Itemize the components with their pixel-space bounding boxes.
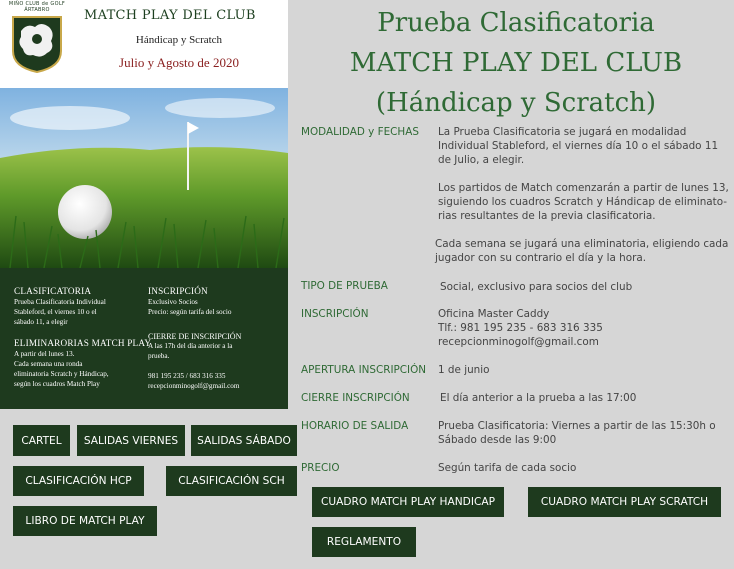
logo-caption: MIÑO CLUB de GOLF ÁRTABRO — [8, 1, 66, 13]
club-crest-icon — [11, 15, 63, 73]
apertura-label: APERTURA INSCRIPCIÓN — [301, 364, 427, 376]
modalidad-text-2: Los partidos de Match comenzarán a partir de lunes 13, siguiendo los cuadros Scratch y Hándicap de eliminato- rias resultantes de la previa clasificatoria. — [438, 182, 729, 222]
tipo-value: Social, exclusivo para socios del club — [440, 281, 633, 293]
cartel-button[interactable]: CARTEL — [13, 425, 70, 456]
cierre-label: CIERRE INSCRIPCIÓN — [301, 392, 410, 404]
horario-value: Prueba Clasificatoria: Viernes a partir de las 15:30h o Sábado desde las 9:00 — [438, 420, 716, 446]
tipo-label: TIPO DE PRUEBA — [301, 280, 388, 292]
modalidad-label: MODALIDAD y FECHAS — [301, 126, 419, 138]
page-title: Prueba Clasificatoria MATCH PLAY DEL CLUB (Hándicap y Scratch) — [349, 8, 683, 118]
libro-match-play-button[interactable]: LIBRO DE MATCH PLAY — [13, 506, 157, 536]
precio-label: PRECIO — [301, 462, 340, 474]
precio-value: Según tarifa de cada socio — [438, 462, 577, 474]
modalidad-text-1: La Prueba Clasificatoria se jugará en modalidad Individual Stableford, el viernes día 10 o el sábado 11 de Julio, a elegir. — [438, 126, 719, 166]
salidas-sabado-button[interactable]: SALIDAS SÁBADO — [191, 425, 297, 456]
clasificacion-sch-button[interactable]: CLASIFICACIÓN SCH — [166, 466, 297, 496]
cierre-value: El día anterior a la prueba a las 17:00 — [440, 392, 637, 404]
reglamento-button[interactable]: REGLAMENTO — [312, 527, 416, 557]
cuadro-scratch-button[interactable]: CUADRO MATCH PLAY SCRATCH — [528, 487, 721, 517]
eliminatorias-heading: ELIMINARORIAS MATCH PLAY — [14, 338, 152, 348]
inscripcion-heading: INSCRIPCIÓN — [148, 286, 208, 296]
golf-ball-photo — [0, 88, 288, 268]
cierre-heading: CIERRE DE INSCRIPCIÓN — [148, 332, 242, 341]
modalidad-text-3: Cada semana se jugará una eliminatoria, eligiendo cada jugador con su contrario el día y la hora. — [435, 238, 729, 264]
salidas-viernes-button[interactable]: SALIDAS VIERNES — [77, 425, 185, 456]
inscripcion-value: Oficina Master Caddy Tlf.: 981 195 235 - 683 316 335 recepcionminogolf@gmail.com — [438, 308, 603, 348]
event-poster — [0, 0, 288, 409]
horario-label: HORARIO DE SALIDA — [301, 420, 409, 432]
poster-email: recepcionminogolf@gmail.com — [148, 382, 240, 390]
poster-phones: 981 195 235 / 683 316 335 — [148, 372, 226, 380]
cuadro-handicap-button[interactable]: CUADRO MATCH PLAY HANDICAP — [312, 487, 504, 517]
poster-title: MATCH PLAY DEL CLUB — [84, 8, 256, 23]
clasificatoria-heading: CLASIFICATORIA — [14, 286, 92, 296]
poster-info-panel: CLASIFICATORIA Prueba Clasificatoria Individual Stableford, el viernes 10 o el sábado 11, a elegir ELIMINARORIAS MATCH PLAY A partir del lunes 13. Cada semana una ronda eliminatoria Scratch y Hándicap, según los cuadros Match Play INSCRIPCIÓN Exclusivo Socios Precio: según tarifa del socio CIERRE DE INSCRIPCIÓN A las 17h del día anterior a la prueba. 981 195 235 / 683 316 335 recepcionminogolf@gmail.com — [0, 268, 288, 409]
clasificacion-hcp-button[interactable]: CLASIFICACIÓN HCP — [13, 466, 144, 496]
poster-subtitle: Hándicap y Scratch — [135, 34, 223, 46]
poster-dates: Julio y Agosto de 2020 — [119, 55, 239, 70]
poster-header — [0, 0, 288, 88]
inscripcion-label: INSCRIPCIÓN — [301, 308, 369, 320]
apertura-value: 1 de junio — [438, 364, 490, 376]
